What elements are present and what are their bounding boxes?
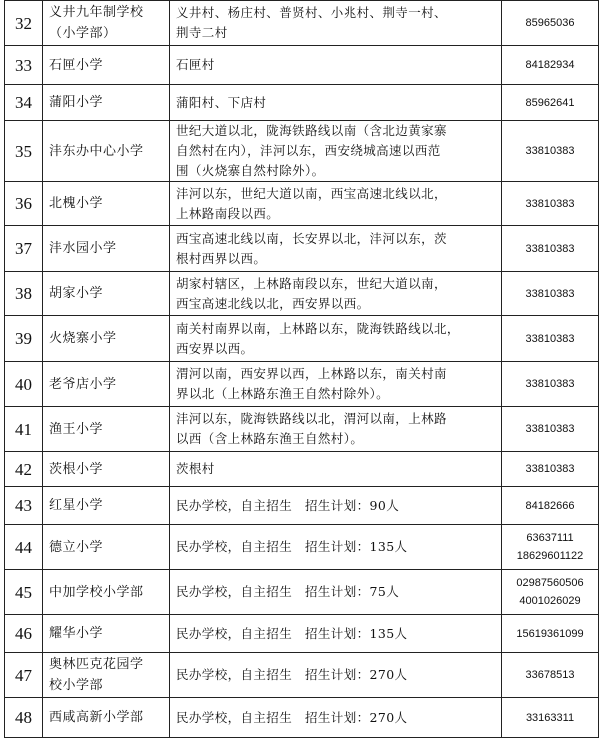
- table-row: [5, 1, 599, 46]
- enrollment-area: [170, 362, 502, 407]
- contact-phone: [502, 452, 599, 487]
- table-row: [5, 452, 599, 487]
- enrollment-area-line: 民办学校，自主招生 招生计划：135人: [176, 625, 408, 641]
- contact-phone-line: 33810383: [525, 378, 575, 390]
- enrollment-area: [170, 615, 502, 653]
- enrollment-area: [170, 525, 502, 570]
- contact-phone-line: 33810383: [525, 145, 575, 157]
- row-number: 38: [5, 272, 43, 316]
- enrollment-area-line: 根村西界以西。: [176, 250, 267, 266]
- school-name-line: 北槐小学: [49, 196, 104, 211]
- enrollment-area: [170, 487, 502, 525]
- school-name: [43, 362, 170, 407]
- contact-phone-line: 33810383: [525, 287, 575, 300]
- table-row: [5, 570, 599, 615]
- row-number: 36: [5, 182, 43, 226]
- table-row: [5, 121, 599, 182]
- contact-phone-line: 18629601122: [516, 550, 584, 562]
- school-name-line: （小学部）: [49, 26, 117, 41]
- school-name: [43, 85, 170, 121]
- enrollment-area-line: 渭河以南，西安界以西，上林路以东，南关村南: [176, 366, 447, 381]
- enrollment-area-line: 荆寺二村: [176, 25, 228, 40]
- row-number: 33: [5, 46, 43, 85]
- enrollment-area-line: 民办学校，自主招生 招生计划：75人: [176, 584, 400, 599]
- contact-phone: [502, 487, 599, 525]
- contact-phone-line: 33678513: [525, 669, 575, 681]
- contact-phone-line: 02987560506: [516, 577, 584, 589]
- contact-phone: [502, 615, 599, 653]
- enrollment-area-line: 蒲阳村、下店村: [176, 94, 267, 110]
- school-name: [43, 698, 170, 738]
- row-number: 42: [5, 452, 43, 487]
- enrollment-area-line: 民办学校，自主招生 招生计划：270人: [176, 709, 408, 725]
- enrollment-area: [170, 85, 502, 121]
- school-name: [43, 487, 170, 525]
- enrollment-area: [170, 316, 502, 362]
- school-name: [43, 525, 170, 570]
- contact-phone: [502, 362, 599, 407]
- row-number: 32: [5, 1, 43, 46]
- row-number: 45: [5, 570, 43, 615]
- enrollment-area-line: 上林路南段以西。: [176, 205, 280, 221]
- enrollment-area-line: 沣河以东，世纪大道以南，西宝高速北线以北，: [176, 185, 447, 201]
- school-name: [43, 226, 170, 272]
- contact-phone: [502, 316, 599, 362]
- row-number: 41: [5, 407, 43, 452]
- school-name-line: 茨根小学: [49, 461, 104, 477]
- enrollment-area-line: 界以北（上林路东渔王自然村除外）。: [176, 386, 390, 401]
- school-name: [43, 615, 170, 653]
- table-row: [5, 407, 599, 452]
- enrollment-area: [170, 46, 502, 85]
- row-number: 43: [5, 487, 43, 525]
- enrollment-area-line: 沣河以东，陇海铁路线以北，渭河以南，上林路: [176, 411, 447, 426]
- school-name-line: 石匣小学: [49, 57, 104, 73]
- contact-phone-line: 84182934: [525, 59, 575, 71]
- enrollment-area: [170, 698, 502, 738]
- enrollment-area-line: 民办学校，自主招生 招生计划：90人: [176, 497, 400, 513]
- enrollment-area-line: 西宝高速北线以北，西安界以西。: [176, 295, 370, 311]
- school-name: [43, 452, 170, 487]
- school-name-line: 沣水园小学: [49, 241, 117, 256]
- enrollment-area-line: 世纪大道以北，陇海铁路线以南（含北边黄家寨: [176, 123, 447, 138]
- contact-phone-line: 85965036: [525, 17, 575, 29]
- enrollment-area-line: 民办学校，自主招生 招生计划：135人: [176, 539, 408, 554]
- school-name-line: 蒲阳小学: [49, 95, 104, 110]
- contact-phone-line: 33810383: [525, 463, 575, 475]
- contact-phone: [502, 653, 599, 698]
- enrollment-area-line: 自然村在内），沣河以东，西安绕城高速以西范: [176, 143, 441, 158]
- table-row: [5, 46, 599, 85]
- contact-phone-line: 4001026029: [519, 595, 581, 607]
- contact-phone: [502, 272, 599, 316]
- school-name: [43, 272, 170, 316]
- table-row: [5, 525, 599, 570]
- table-row: [5, 698, 599, 738]
- contact-phone-line: 85962641: [525, 96, 575, 109]
- row-number: 39: [5, 316, 43, 362]
- enrollment-area: [170, 653, 502, 698]
- school-name-line: 红星小学: [49, 498, 104, 513]
- enrollment-area: [170, 407, 502, 452]
- enrollment-area: [170, 226, 502, 272]
- contact-phone-line: 63637111: [526, 532, 574, 544]
- enrollment-area-line: 石匣村: [176, 57, 215, 72]
- school-name-line: 校小学部: [49, 678, 104, 693]
- school-name-line: 老爷店小学: [49, 376, 117, 392]
- contact-phone: [502, 182, 599, 226]
- enrollment-area-line: 西安界以西。: [176, 340, 254, 356]
- enrollment-area-line: 义井村、杨庄村、普贤村、小兆村、荆寺一村、: [176, 5, 447, 20]
- enrollment-table: [4, 0, 599, 738]
- table-row: [5, 85, 599, 121]
- contact-phone: [502, 570, 599, 615]
- row-number: 40: [5, 362, 43, 407]
- contact-phone: [502, 226, 599, 272]
- contact-phone-line: 15619361099: [516, 627, 584, 640]
- row-number: 37: [5, 226, 43, 272]
- school-name-line: 耀华小学: [49, 626, 104, 641]
- school-name: [43, 407, 170, 452]
- contact-phone-line: 33810383: [525, 423, 575, 435]
- row-number: 46: [5, 615, 43, 653]
- school-name-line: 义井九年制学校: [49, 5, 144, 20]
- contact-phone-line: 33810383: [525, 242, 575, 255]
- contact-phone: [502, 407, 599, 452]
- contact-phone-line: 33163311: [525, 711, 575, 724]
- enrollment-area: [170, 1, 502, 46]
- contact-phone: [502, 698, 599, 738]
- row-number: 35: [5, 121, 43, 182]
- school-name-line: 沣东办中心小学: [49, 143, 144, 159]
- table-row: [5, 182, 599, 226]
- table-row: [5, 487, 599, 525]
- enrollment-area: [170, 182, 502, 226]
- enrollment-area-line: 围（火烧寨自然村除外）。: [176, 163, 325, 178]
- school-name-line: 胡家小学: [49, 286, 104, 301]
- enrollment-area-line: 以西（含上林路东渔王自然村）。: [176, 431, 364, 446]
- contact-phone: [502, 1, 599, 46]
- table-row: [5, 615, 599, 653]
- school-name-line: 德立小学: [49, 539, 104, 555]
- contact-phone: [502, 525, 599, 570]
- school-name-line: 中加学校小学部: [49, 584, 144, 600]
- row-number: 34: [5, 85, 43, 121]
- school-name: [43, 182, 170, 226]
- enrollment-area-line: 南关村南界以南，上林路以东，陇海铁路线以北，: [176, 320, 460, 336]
- school-name-line: 奥林匹克花园学: [49, 657, 144, 672]
- table-body: [5, 1, 599, 738]
- table-row: [5, 316, 599, 362]
- enrollment-table-page: [4, 0, 598, 745]
- contact-phone-line: 33810383: [525, 197, 575, 210]
- row-number: 44: [5, 525, 43, 570]
- contact-phone-line: 84182666: [525, 499, 575, 512]
- school-name: [43, 121, 170, 182]
- enrollment-area-line: 茨根村: [176, 461, 215, 476]
- contact-phone: [502, 46, 599, 85]
- enrollment-area-line: 西宝高速北线以南，长安界以北，沣河以东，茨: [176, 230, 447, 246]
- contact-phone: [502, 85, 599, 121]
- school-name: [43, 1, 170, 46]
- school-name: [43, 46, 170, 85]
- school-name-line: 渔王小学: [49, 421, 104, 437]
- enrollment-area: [170, 121, 502, 182]
- enrollment-area: [170, 570, 502, 615]
- table-row: [5, 226, 599, 272]
- enrollment-area-line: 胡家村辖区，上林路南段以东，世纪大道以南，: [176, 275, 447, 291]
- table-row: [5, 653, 599, 698]
- enrollment-area-line: 民办学校，自主招生 招生计划：270人: [176, 667, 408, 682]
- school-name: [43, 316, 170, 362]
- school-name: [43, 570, 170, 615]
- contact-phone: [502, 121, 599, 182]
- table-row: [5, 272, 599, 316]
- school-name-line: 西咸高新小学部: [49, 710, 144, 725]
- row-number: 48: [5, 698, 43, 738]
- school-name: [43, 653, 170, 698]
- contact-phone-line: 33810383: [525, 332, 575, 345]
- enrollment-area: [170, 452, 502, 487]
- enrollment-area: [170, 272, 502, 316]
- school-name-line: 火烧寨小学: [49, 331, 117, 346]
- table-row: [5, 362, 599, 407]
- row-number: 47: [5, 653, 43, 698]
